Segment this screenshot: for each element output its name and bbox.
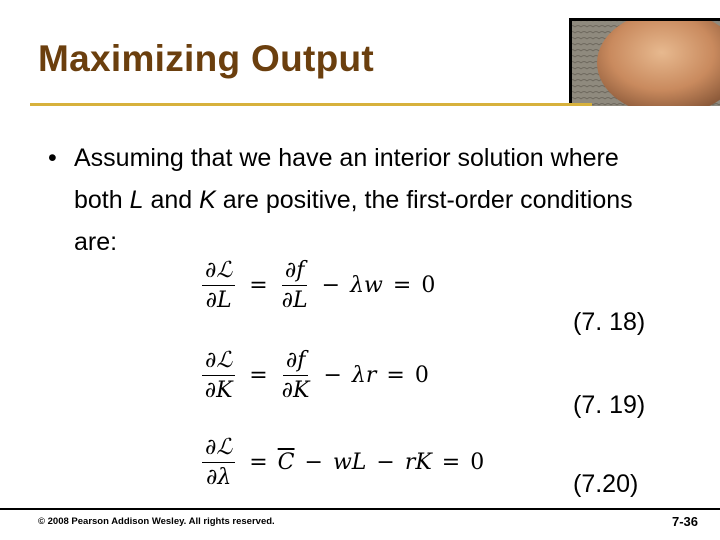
frac-num: ∂f [283, 348, 309, 376]
photo-rock-image [569, 18, 720, 106]
minus-sign: − [304, 450, 323, 475]
bullet-text-tail: are positive, the first-order conditions are: [74, 186, 633, 256]
bullet-text-and: and [143, 186, 200, 214]
footer-rule [0, 508, 720, 510]
equals-sign: = [441, 450, 461, 475]
frac-den: ∂K [204, 378, 233, 403]
equation-7-18 [198, 258, 435, 313]
frac-num: ∂f [282, 258, 308, 286]
zero: 0 [421, 273, 436, 298]
page-number: 7-36 [672, 514, 699, 529]
frac-den: ∂K [281, 378, 310, 403]
footer-copyright: © 2008 Pearson Addison Wesley. All rights reserved. [38, 516, 275, 527]
equals-sign: = [249, 273, 268, 298]
bullet-text [74, 137, 674, 263]
term: λr [351, 363, 377, 388]
frac-num: ∂ℒ [202, 258, 235, 286]
equation-7-19 [198, 348, 429, 403]
equation-number: (7.20) [573, 470, 639, 498]
frac-den: ∂λ [205, 465, 232, 490]
frac-lhs [202, 435, 235, 490]
frac-den: ∂L [205, 288, 232, 313]
frac-rhs [282, 258, 308, 313]
minus-sign: − [321, 273, 341, 298]
bullet-var-l: L [129, 186, 144, 214]
frac-den: ∂L [281, 288, 308, 313]
title-underline [30, 103, 592, 106]
term: rK [404, 450, 432, 475]
zero: 0 [414, 363, 429, 388]
frac-num: ∂ℒ [202, 435, 235, 463]
slide-title: Maximizing Output [38, 38, 375, 79]
bullet-marker: • [48, 144, 57, 172]
term: wL [332, 450, 367, 475]
rock-photo-icon [569, 18, 720, 106]
equals-sign: = [392, 273, 412, 298]
equation-7-20 [198, 435, 484, 490]
minus-sign: − [323, 363, 342, 388]
equals-sign: = [249, 450, 268, 475]
bullet-text-lead: Assuming that we have an interior solution where both [74, 144, 619, 214]
frac-num: ∂ℒ [202, 348, 235, 376]
frac-lhs [202, 258, 235, 313]
minus-sign: − [376, 450, 395, 475]
bullet-var-k: K [199, 186, 216, 214]
equation-number: (7. 18) [573, 308, 646, 336]
frac-rhs [282, 348, 310, 403]
equals-sign: = [249, 363, 268, 388]
term: λw [350, 273, 383, 298]
capital-c: $\overline{C}$ [277, 450, 295, 475]
zero: 0 [470, 450, 485, 475]
equals-sign: = [386, 363, 405, 388]
equation-number: (7. 19) [573, 391, 646, 419]
frac-lhs [202, 348, 235, 403]
